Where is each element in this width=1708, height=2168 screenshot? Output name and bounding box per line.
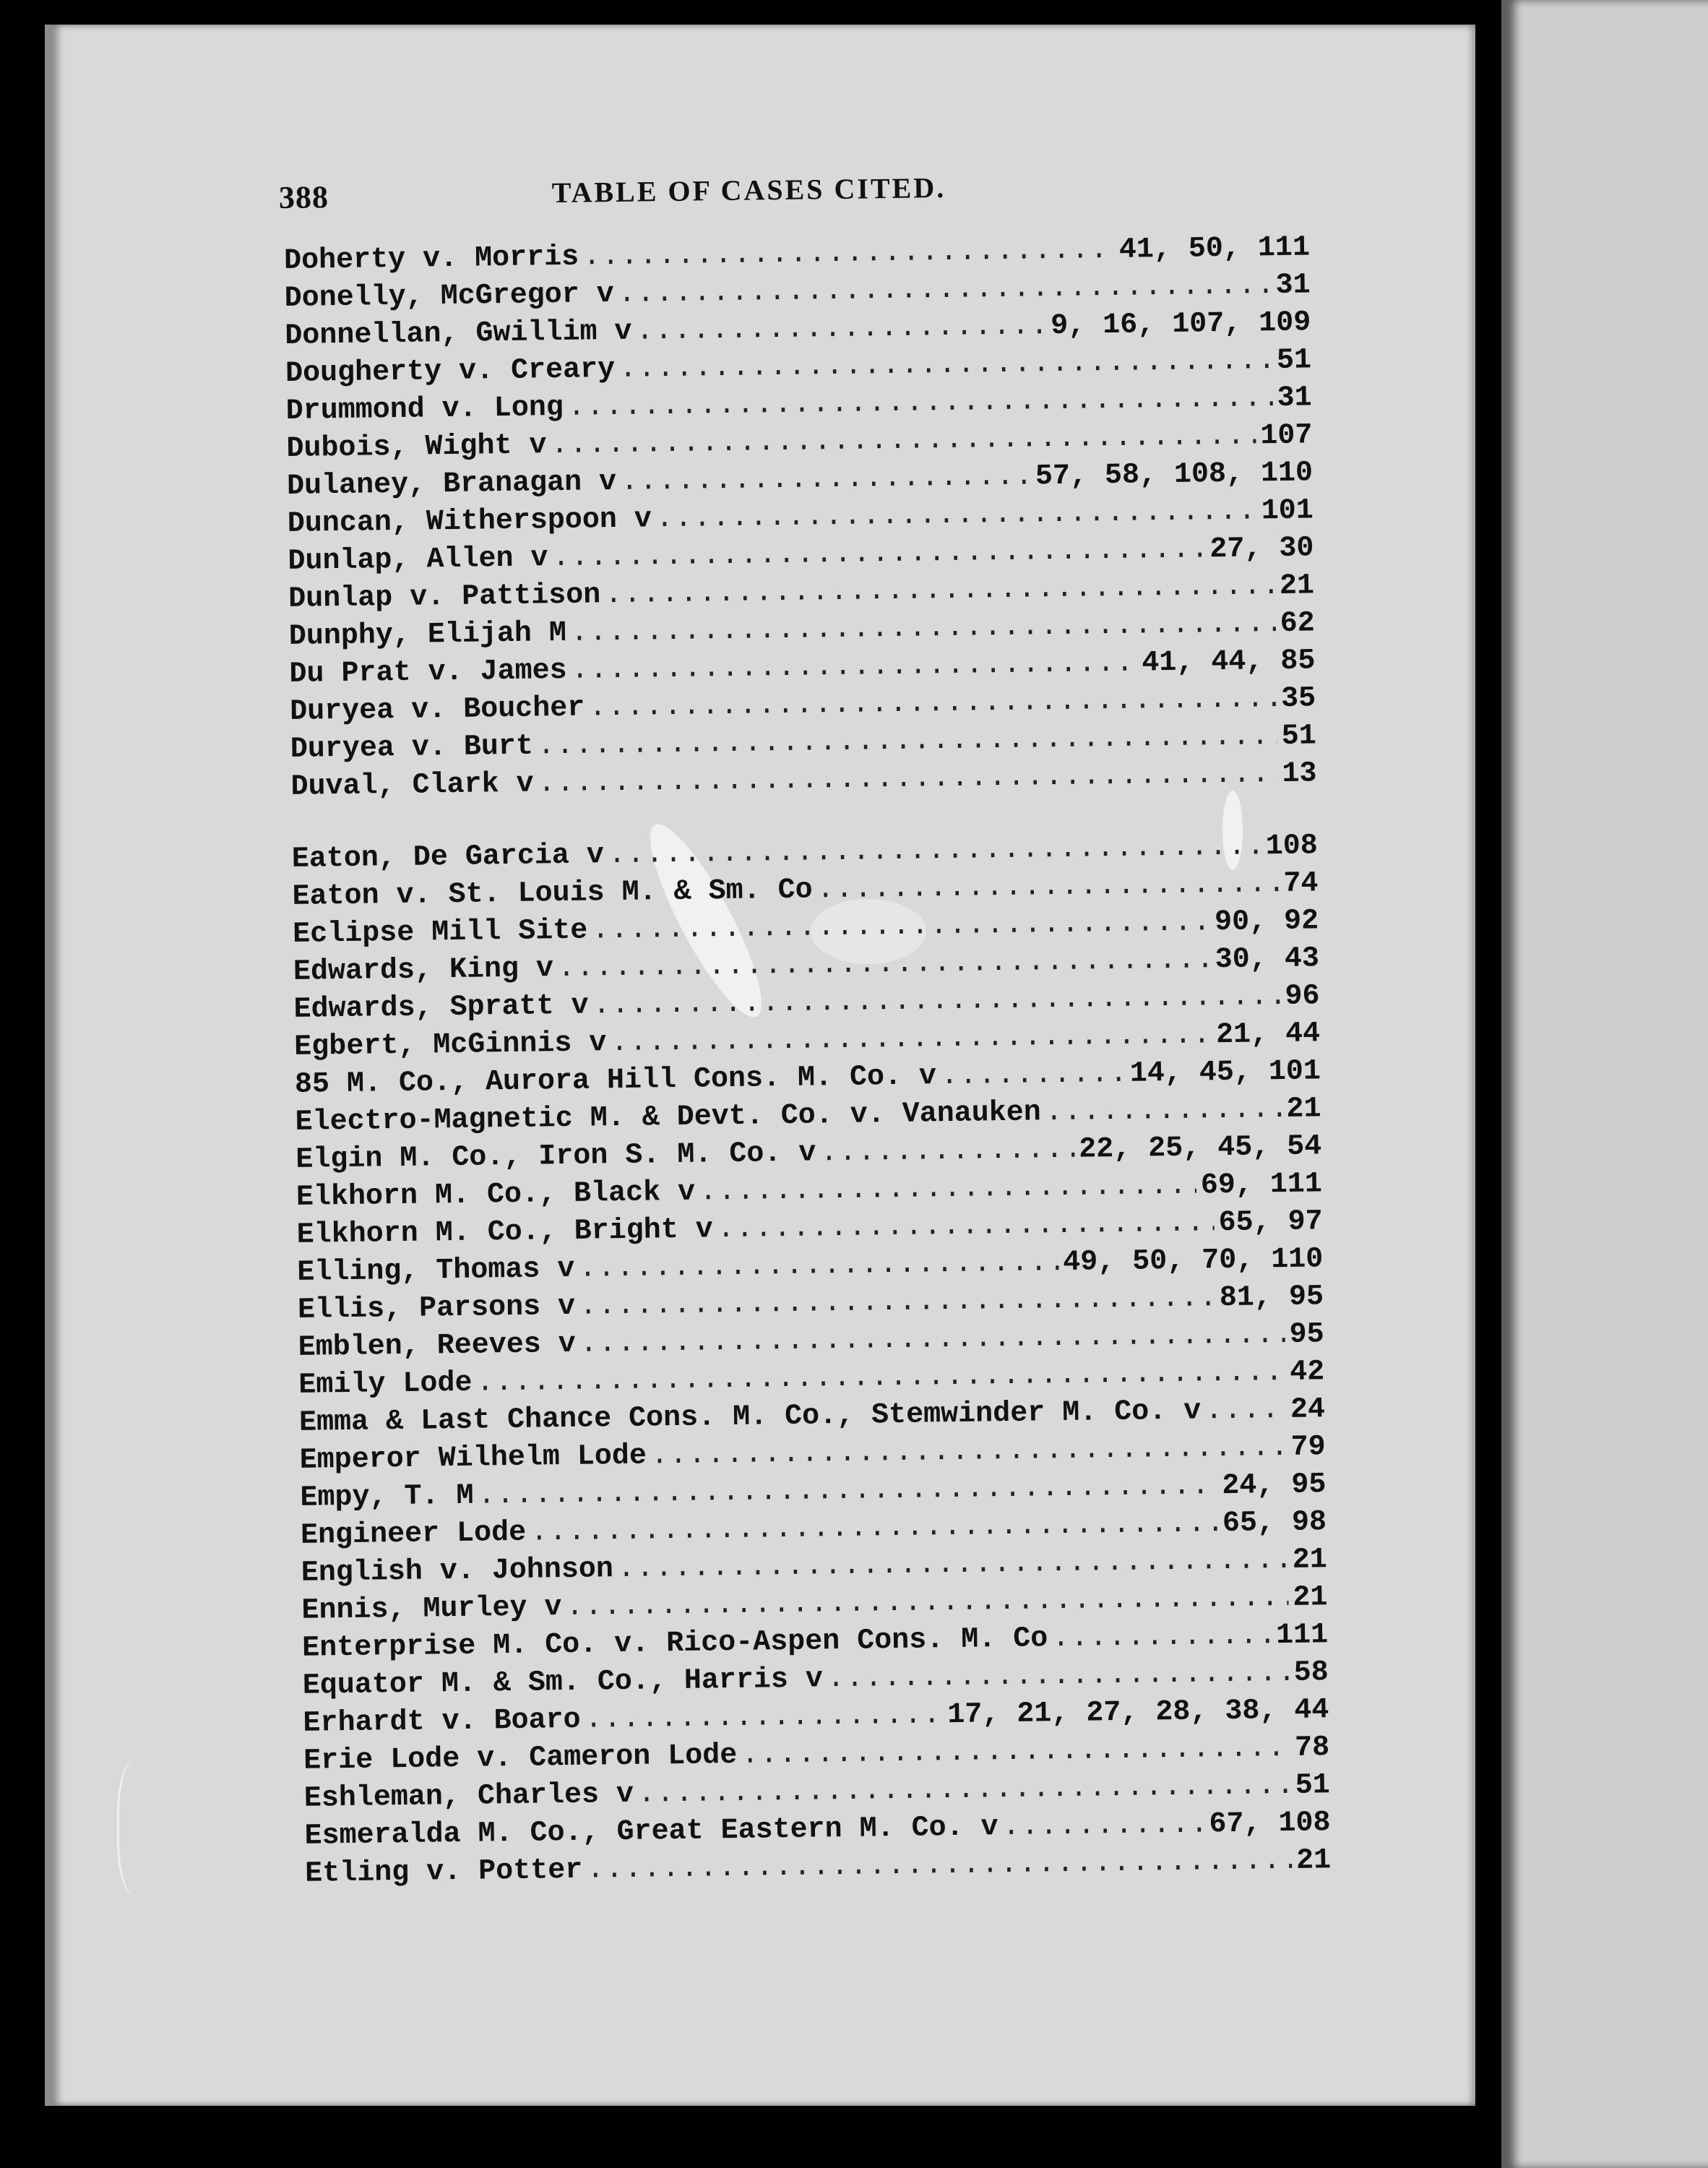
case-name: Ellis, Parsons v xyxy=(297,1290,576,1327)
dot-leader xyxy=(583,232,1115,277)
page-references: 65, 98 xyxy=(1222,1506,1327,1541)
case-name: Drummond v. Long xyxy=(285,391,564,428)
case-name: Donelly, McGregor v xyxy=(284,278,615,315)
page-references: 42 xyxy=(1290,1356,1325,1389)
page-references: 62 xyxy=(1280,607,1316,640)
case-name: Dubois, Wight v xyxy=(286,429,547,465)
dot-leader xyxy=(699,1168,1196,1212)
page-references: 69, 111 xyxy=(1200,1168,1323,1203)
page-references: 31 xyxy=(1277,382,1312,415)
case-name: Electro-Magnetic M. & Devt. Co. v. Vanauken xyxy=(295,1096,1042,1139)
page-references: 9, 16, 107, 109 xyxy=(1050,306,1311,343)
page-references: 51 xyxy=(1295,1769,1331,1802)
case-name: Erhardt v. Boaro xyxy=(303,1703,581,1740)
case-name: Egbert, McGinnis v xyxy=(294,1027,607,1064)
page-number: 388 xyxy=(278,179,329,216)
page-references: 21 xyxy=(1279,569,1315,603)
page-references: 90, 92 xyxy=(1214,905,1319,939)
case-name: Dunlap, Allen v xyxy=(288,542,548,578)
page-references: 21 xyxy=(1295,1844,1332,1877)
case-name: Elling, Thomas v xyxy=(297,1252,575,1289)
page-references: 101 xyxy=(1261,494,1314,528)
case-name: Duval, Clark v xyxy=(290,767,534,804)
page-references: 95 xyxy=(1289,1318,1324,1351)
page-references: 111 xyxy=(1275,1619,1329,1653)
case-name: Elkhorn M. Co., Bright v xyxy=(296,1213,714,1252)
dot-leader xyxy=(717,1205,1214,1249)
case-name: Duncan, Witherspoon v xyxy=(287,503,652,541)
dot-leader xyxy=(816,866,1279,909)
dot-leader xyxy=(827,1655,1290,1698)
dot-leader xyxy=(636,308,1046,350)
page-references: 27, 30 xyxy=(1209,532,1314,567)
dot-leader xyxy=(621,458,1031,501)
case-name: Emblen, Reeves v xyxy=(298,1328,577,1364)
page-references: 41, 44, 85 xyxy=(1142,645,1316,680)
dot-leader xyxy=(585,1697,943,1739)
case-name: Duryea v. Burt xyxy=(290,730,534,766)
running-title: TABLE OF CASES CITED. xyxy=(551,171,946,210)
case-name: Etling v. Potter xyxy=(304,1854,583,1890)
case-name: Erie Lode v. Cameron Lode xyxy=(303,1739,738,1778)
case-name: Dougherty v. Creary xyxy=(285,353,616,390)
case-name: Eshleman, Charles v xyxy=(303,1778,634,1815)
page-references: 22, 25, 45, 54 xyxy=(1078,1130,1322,1166)
case-name: Emma & Last Chance Cons. M. Co., Stemwinder M. Co. v xyxy=(298,1395,1202,1440)
page-references: 17, 21, 27, 28, 38, 44 xyxy=(947,1694,1329,1732)
page-references: 41, 50, 111 xyxy=(1118,231,1311,267)
case-name: Empy, T. M xyxy=(300,1479,474,1515)
case-name: Du Prat v. James xyxy=(289,654,567,691)
cases-list xyxy=(284,229,1332,1893)
case-name: Duryea v. Boucher xyxy=(289,692,585,728)
page-references: 51 xyxy=(1281,720,1317,753)
page-references: 24, 95 xyxy=(1222,1468,1327,1503)
case-name: Enterprise M. Co. v. Rico-Aspen Cons. M. Co xyxy=(301,1622,1048,1665)
page-references: 57, 58, 108, 110 xyxy=(1035,457,1314,494)
page-references: 51 xyxy=(1276,344,1312,377)
page-references: 67, 108 xyxy=(1209,1807,1331,1841)
page-references: 21 xyxy=(1292,1544,1328,1577)
case-name: Elkhorn M. Co., Black v xyxy=(296,1176,696,1214)
page-references: 81, 95 xyxy=(1219,1281,1324,1315)
case-name: Dulaney, Branagan v xyxy=(286,465,617,503)
case-name: Dunphy, Elijah M xyxy=(288,616,567,653)
case-name: Dunlap v. Pattison xyxy=(288,579,601,616)
dot-leader xyxy=(579,1244,1058,1289)
page-references: 35 xyxy=(1280,682,1316,715)
page-references: 65, 97 xyxy=(1218,1205,1323,1240)
page-references: 31 xyxy=(1275,269,1311,303)
page-references: 13 xyxy=(1282,757,1317,791)
page-references: 21 xyxy=(1286,1093,1321,1126)
page-references: 21 xyxy=(1293,1581,1328,1614)
case-name: 85 M. Co., Aurora Hill Cons. M. Co. v xyxy=(294,1060,937,1101)
case-name: Edwards, Spratt v xyxy=(293,989,589,1026)
page-references: 108 xyxy=(1265,830,1319,864)
dot-leader xyxy=(1205,1392,1286,1430)
case-name: Eclipse Mill Site xyxy=(292,914,588,951)
page-references: 107 xyxy=(1260,419,1313,453)
dot-leader xyxy=(1002,1806,1204,1846)
case-name: Donnellan, Gwillim v xyxy=(285,315,632,353)
case-name: Emperor Wilhelm Lode xyxy=(299,1440,647,1477)
case-name: Engineer Lode xyxy=(300,1516,527,1552)
case-name: Eaton, De Garcia v xyxy=(291,839,605,876)
case-name: Emily Lode xyxy=(298,1367,473,1402)
case-name: Equator M. & Sm. Co., Harris v xyxy=(302,1663,824,1703)
page-references: 30, 43 xyxy=(1215,942,1320,977)
page-references: 14, 45, 101 xyxy=(1129,1055,1321,1091)
dot-leader xyxy=(1052,1617,1272,1658)
page-references: 78 xyxy=(1294,1732,1330,1765)
page-header xyxy=(279,169,1045,223)
page-references: 21, 44 xyxy=(1215,1018,1321,1052)
page-references: 24 xyxy=(1290,1393,1326,1427)
page-references: 58 xyxy=(1293,1656,1329,1690)
case-name: Elgin M. Co., Iron S. M. Co. v xyxy=(296,1137,816,1177)
case-name: English v. Johnson xyxy=(301,1553,614,1590)
dot-leader xyxy=(941,1056,1126,1096)
case-name: Eaton v. St. Louis M. & Sm. Co xyxy=(292,874,813,913)
dot-leader xyxy=(1045,1091,1282,1132)
case-name: Doherty v. Morris xyxy=(283,241,579,278)
case-name: Ennis, Murley v xyxy=(301,1591,562,1627)
page-references: 49, 50, 70, 110 xyxy=(1062,1243,1324,1279)
case-name: Edwards, King v xyxy=(293,952,554,989)
dot-leader xyxy=(820,1132,1074,1173)
case-name: Esmeralda M. Co., Great Eastern M. Co. v xyxy=(304,1811,999,1853)
page-references: 74 xyxy=(1283,867,1319,900)
page-references: 79 xyxy=(1290,1431,1326,1464)
page-references: 96 xyxy=(1285,980,1320,1013)
